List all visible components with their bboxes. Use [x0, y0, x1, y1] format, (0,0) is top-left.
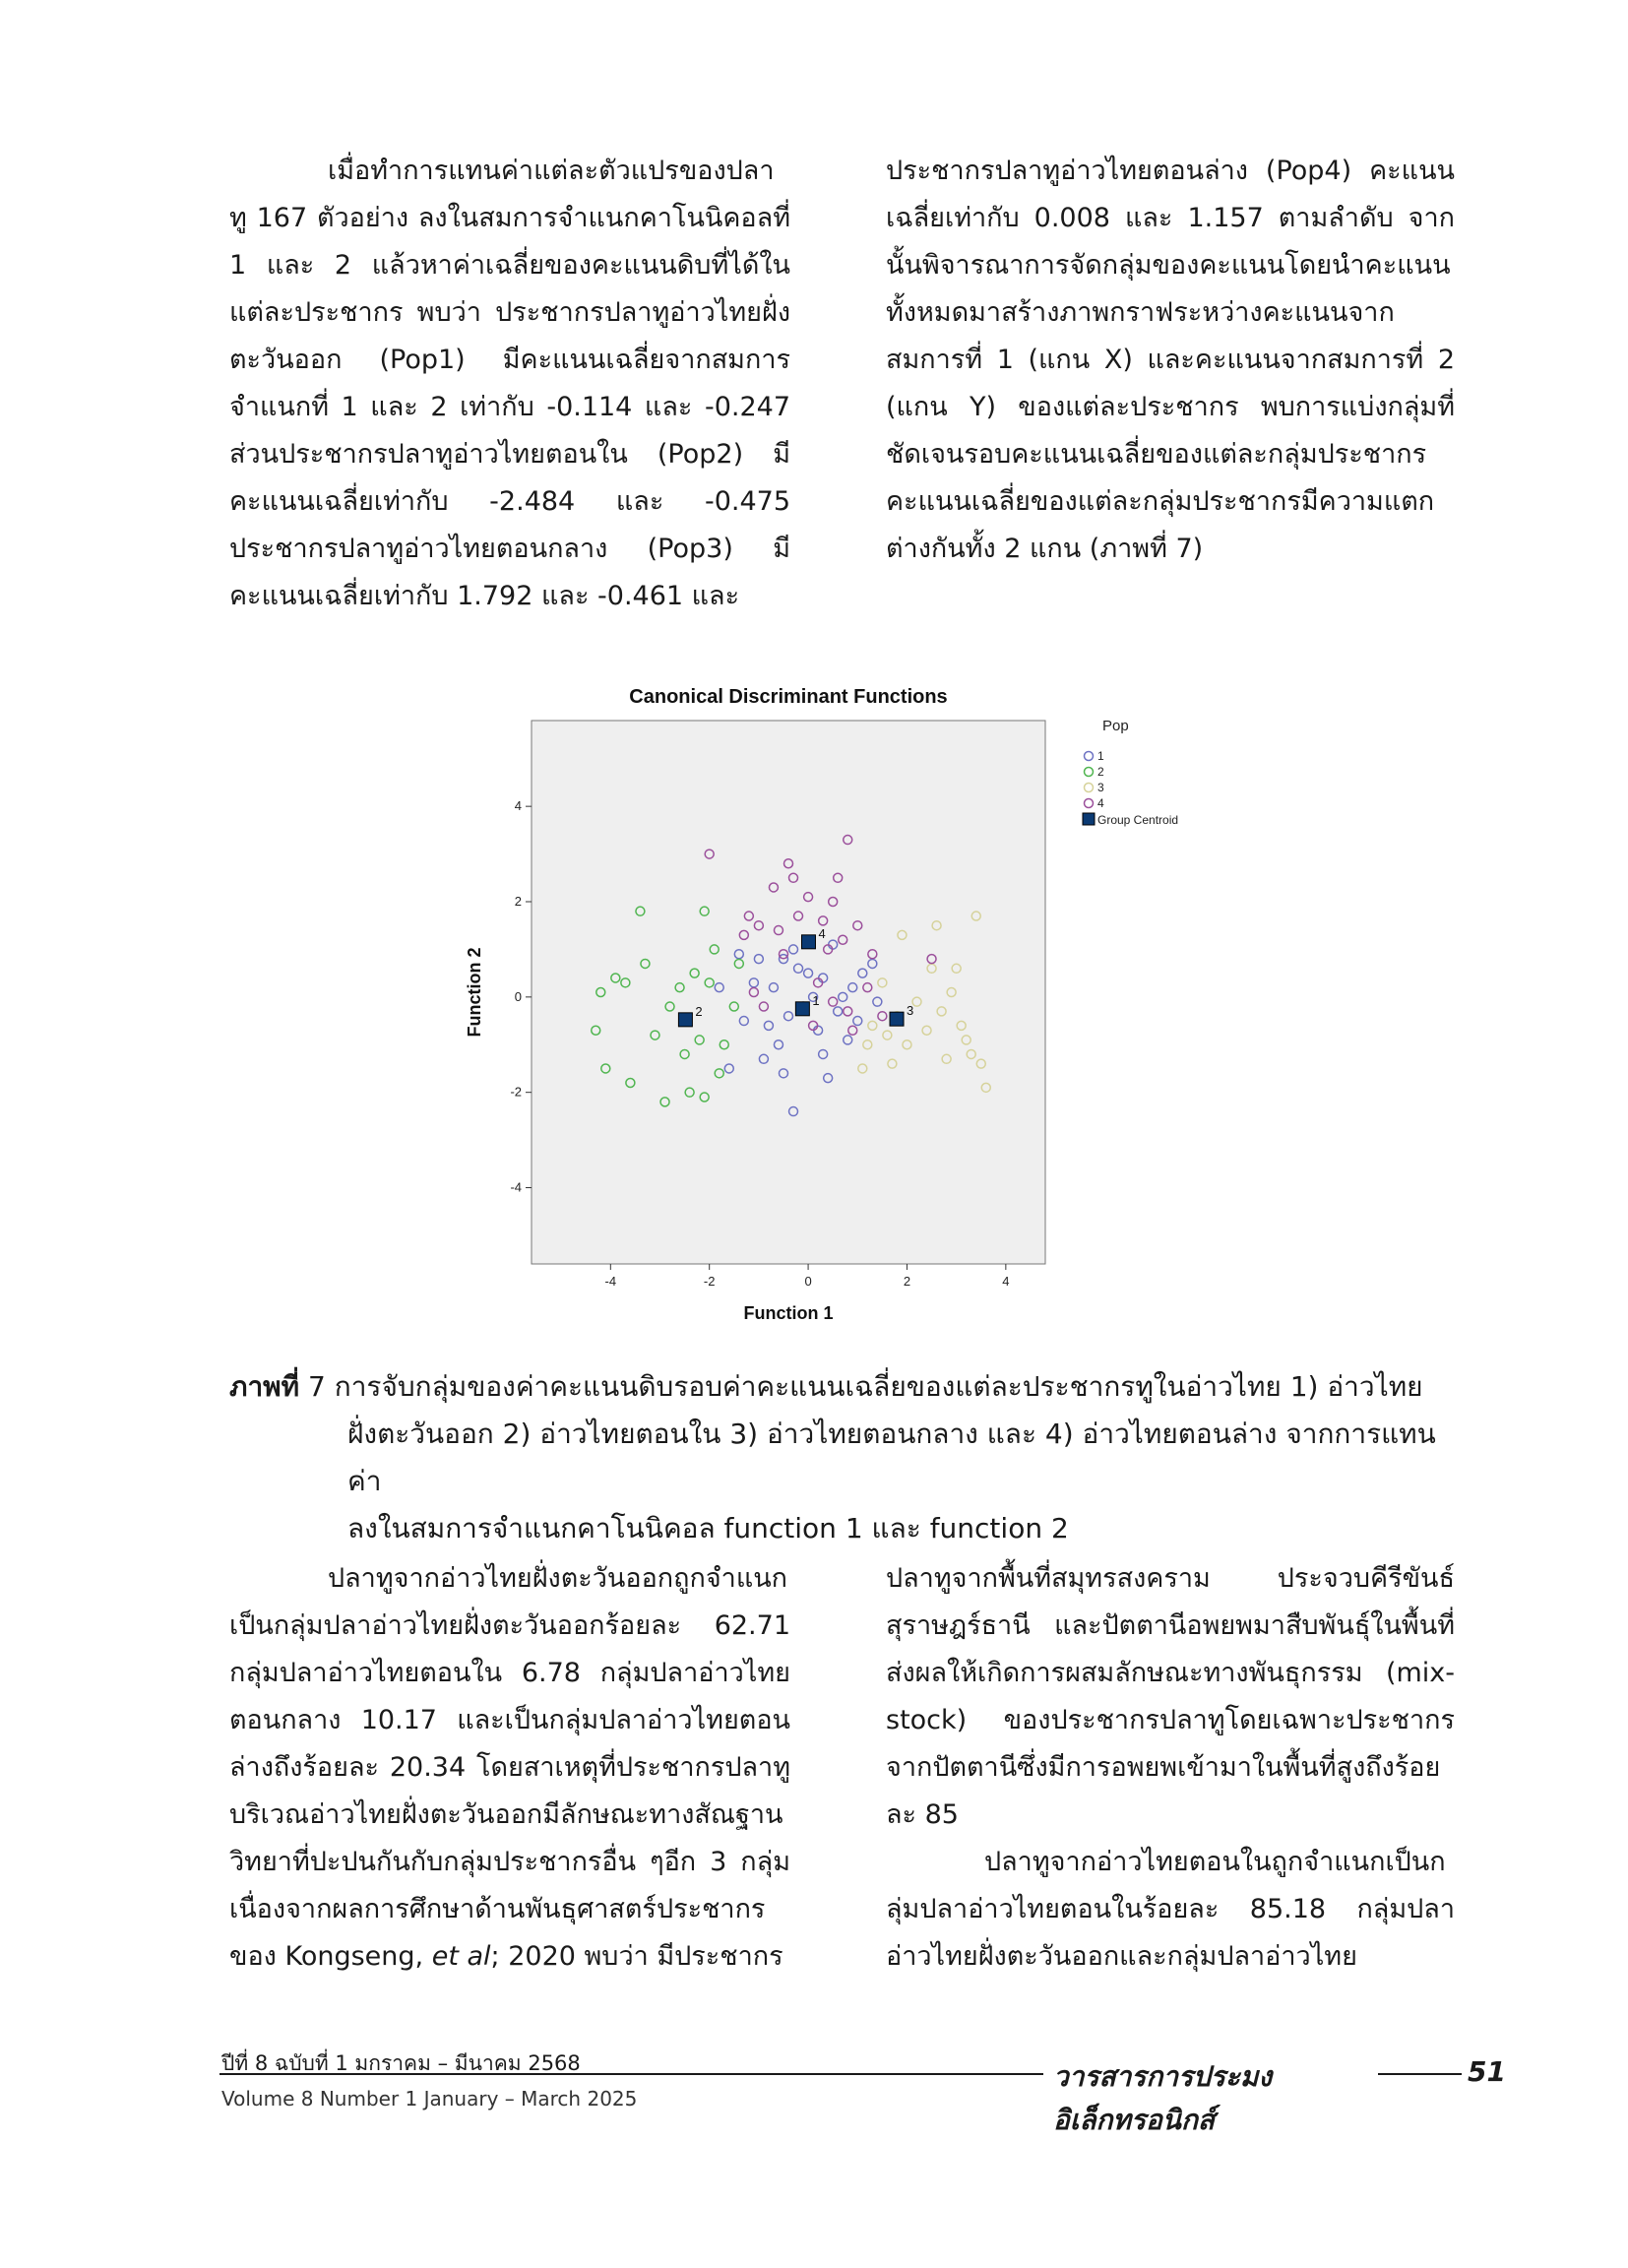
x-axis-label: Function 1	[743, 1303, 834, 1323]
x-tick-label: 2	[903, 1274, 911, 1289]
text-top-right: ประชากรปลาทูอ่าวไทยตอนล่าง (Pop4) คะแนนเฉลี่ยเท่ากับ 0.008 และ 1.157 ตามลำดับ จากนั้นพิจารณาการจัดกลุ่มของคะแนนโดยนำคะแนนทั้งหมดมาสร้างภาพกราฟระหว่างคะแนนจากสมการที่ 1 (แกน X) และคะแนนจากสมการที่ 2 (แกน Y) ของแต่ละประชากร พบการแบ่งกลุ่มที่ชัดเจนรอบคะแนนเฉลี่ยของแต่ละกลุ่มประชากร คะแนนเฉลี่ยของแต่ละกลุ่มประชากรมีความแตกต่างกันทั้ง 2 แกน (ภาพที่ 7)	[886, 156, 1455, 564]
caption-label: ภาพที่	[229, 1370, 300, 1403]
figure-caption	[229, 1363, 1455, 1552]
plot-area	[532, 721, 1045, 1264]
legend-marker-pop-2	[1085, 768, 1094, 777]
paragraph-bottom-right	[886, 1555, 1455, 1981]
centroid-label: 1	[812, 992, 820, 1008]
text-bottom-right-2: ปลาทูจากอ่าวไทยตอนในถูกจำแนกเป็นกลุ่มปลาอ่าวไทยตอนในร้อยละ 85.18 กลุ่มปลาอ่าวไทยฝั่งตะวันออกและกลุ่มปลาอ่าวไทย	[886, 1847, 1455, 1972]
centroid-marker	[890, 1012, 904, 1026]
legend-label: 1	[1097, 749, 1104, 763]
citation-etal: et al	[431, 1941, 491, 1972]
caption-text-1: การจับกลุ่มของค่าคะแนนดิบรอบค่าคะแนนเฉลี่ยของแต่ละประชากรทูในอ่าวไทย 1) อ่าวไทย	[334, 1370, 1423, 1403]
centroid-marker	[795, 1002, 809, 1016]
caption-line-1	[229, 1363, 1455, 1411]
text-bottom-left-body: ปลาทูจากอ่าวไทยฝั่งตะวันออกถูกจำแนกเป็นกลุ่มปลาอ่าวไทยฝั่งตะวันออกร้อยละ 62.71 กลุ่มปลาอ่าวไทยตอนใน 6.78 กลุ่มปลาอ่าวไทยตอนกลาง 10.17 และเป็นกลุ่มปลาอ่าวไทยตอนล่างถึงร้อยละ 20.34 โดยสาเหตุที่ประชากรปลาทูบริเวณอ่าวไทยฝั่งตะวันออกมีลักษณะทางสัณฐานวิทยาที่ปะปนกันกับกลุ่มประชากรอื่น ๆอีก 3 กลุ่ม เนื่องจากผลการศึกษาด้านพันธุศาสตร์ประชากรของ	[229, 1563, 790, 1972]
figure-canonical-discriminant	[463, 679, 1230, 1349]
centroid-marker	[801, 935, 815, 949]
caption-number: 7	[308, 1370, 326, 1403]
centroid-label: 4	[818, 925, 826, 941]
centroid-label: 3	[907, 1003, 914, 1019]
text-bottom-left-tail: ; 2020 พบว่า มีประชากร	[490, 1941, 783, 1972]
footer-journal-name: วารสารการประมงอิเล็กทรอนิกส์	[1043, 2055, 1378, 2142]
scatter-chart	[463, 679, 1230, 1349]
legend-title: Pop	[1102, 718, 1129, 734]
y-tick-label: -2	[510, 1084, 522, 1100]
text-bottom-right-1: ปลาทูจากพื้นที่สมุทรสงคราม ประจวบคีรีขันธ์ สุราษฎร์ธานี และปัตตานีอพยพมาสืบพันธุ์ในพื้นที่ ส่งผลให้เกิดการผสมลักษณะทางพันธุกรรม (mix-stock) ของประชากรปลาทูโดยเฉพาะประชากรจากปัตตานีซึ่งมีการอพยพเข้ามาในพื้นที่สูงถึงร้อยละ 85	[886, 1563, 1455, 1830]
y-tick-label: 0	[514, 988, 522, 1004]
footer-issue-thai: ปีที่ 8 ฉบับที่ 1 มกราคม – มีนาคม 2568	[221, 2051, 581, 2075]
paragraph-top-right	[886, 148, 1455, 573]
y-tick-label: 4	[514, 798, 522, 814]
legend-label: 2	[1097, 765, 1104, 779]
text-top-left: เมื่อทำการแทนค่าแต่ละตัวแปรของปลาทู 167 ตัวอย่าง ลงในสมการจำแนกคาโนนิคอลที่ 1 และ 2 แล้วหาค่าเฉลี่ยของคะแนนดิบที่ได้ในแต่ละประชากร พบว่า ประชากรปลาทูอ่าวไทยฝั่งตะวันออก (Pop1) มีคะแนนเฉลี่ยจากสมการจำแนกที่ 1 และ 2 เท่ากับ -0.114 และ -0.247 ส่วนประชากรปลาทูอ่าวไทยตอนใน (Pop2) มีคะแนนเฉลี่ยเท่ากับ -2.484 และ -0.475 ประชากรปลาทูอ่าวไทยตอนกลาง (Pop3) มีคะแนนเฉลี่ยเท่ากับ 1.792 และ -0.461 และ	[229, 156, 790, 611]
caption-text-3: ลงในสมการจำแนกคาโนนิคอล function 1 และ function 2	[347, 1512, 1069, 1544]
legend-marker-pop-1	[1085, 752, 1094, 761]
legend-label-centroid: Group Centroid	[1097, 813, 1179, 827]
paragraph-top-left	[229, 148, 790, 620]
chart-title: Canonical Discriminant Functions	[629, 686, 948, 708]
legend-label: 4	[1097, 796, 1104, 810]
x-tick-label: 4	[1002, 1274, 1010, 1289]
y-tick-label: 2	[514, 894, 522, 909]
centroid-label: 2	[695, 1003, 703, 1019]
legend-label: 3	[1097, 781, 1104, 794]
y-tick-label: -4	[510, 1179, 522, 1195]
citation-author: Kongseng,	[284, 1941, 424, 1972]
x-tick-label: -4	[604, 1274, 617, 1289]
text-bottom-left	[229, 1555, 790, 1981]
x-tick-label: -2	[703, 1274, 716, 1289]
legend-marker-pop-4	[1085, 799, 1094, 808]
legend-marker-centroid	[1083, 813, 1095, 825]
paragraph-bottom-left	[229, 1555, 790, 1981]
centroid-marker	[678, 1013, 692, 1027]
y-axis-label: Function 2	[465, 947, 484, 1038]
page-number: 51	[1462, 2055, 1506, 2088]
legend-marker-pop-3	[1085, 784, 1094, 792]
caption-text-2: ฝั่งตะวันออก 2) อ่าวไทยตอนใน 3) อ่าวไทยตอนกลาง และ 4) อ่าวไทยตอนล่าง จากการแทนค่า	[347, 1418, 1436, 1497]
x-tick-label: 0	[804, 1274, 812, 1289]
footer-issue-english: Volume 8 Number 1 January – March 2025	[221, 2087, 638, 2110]
